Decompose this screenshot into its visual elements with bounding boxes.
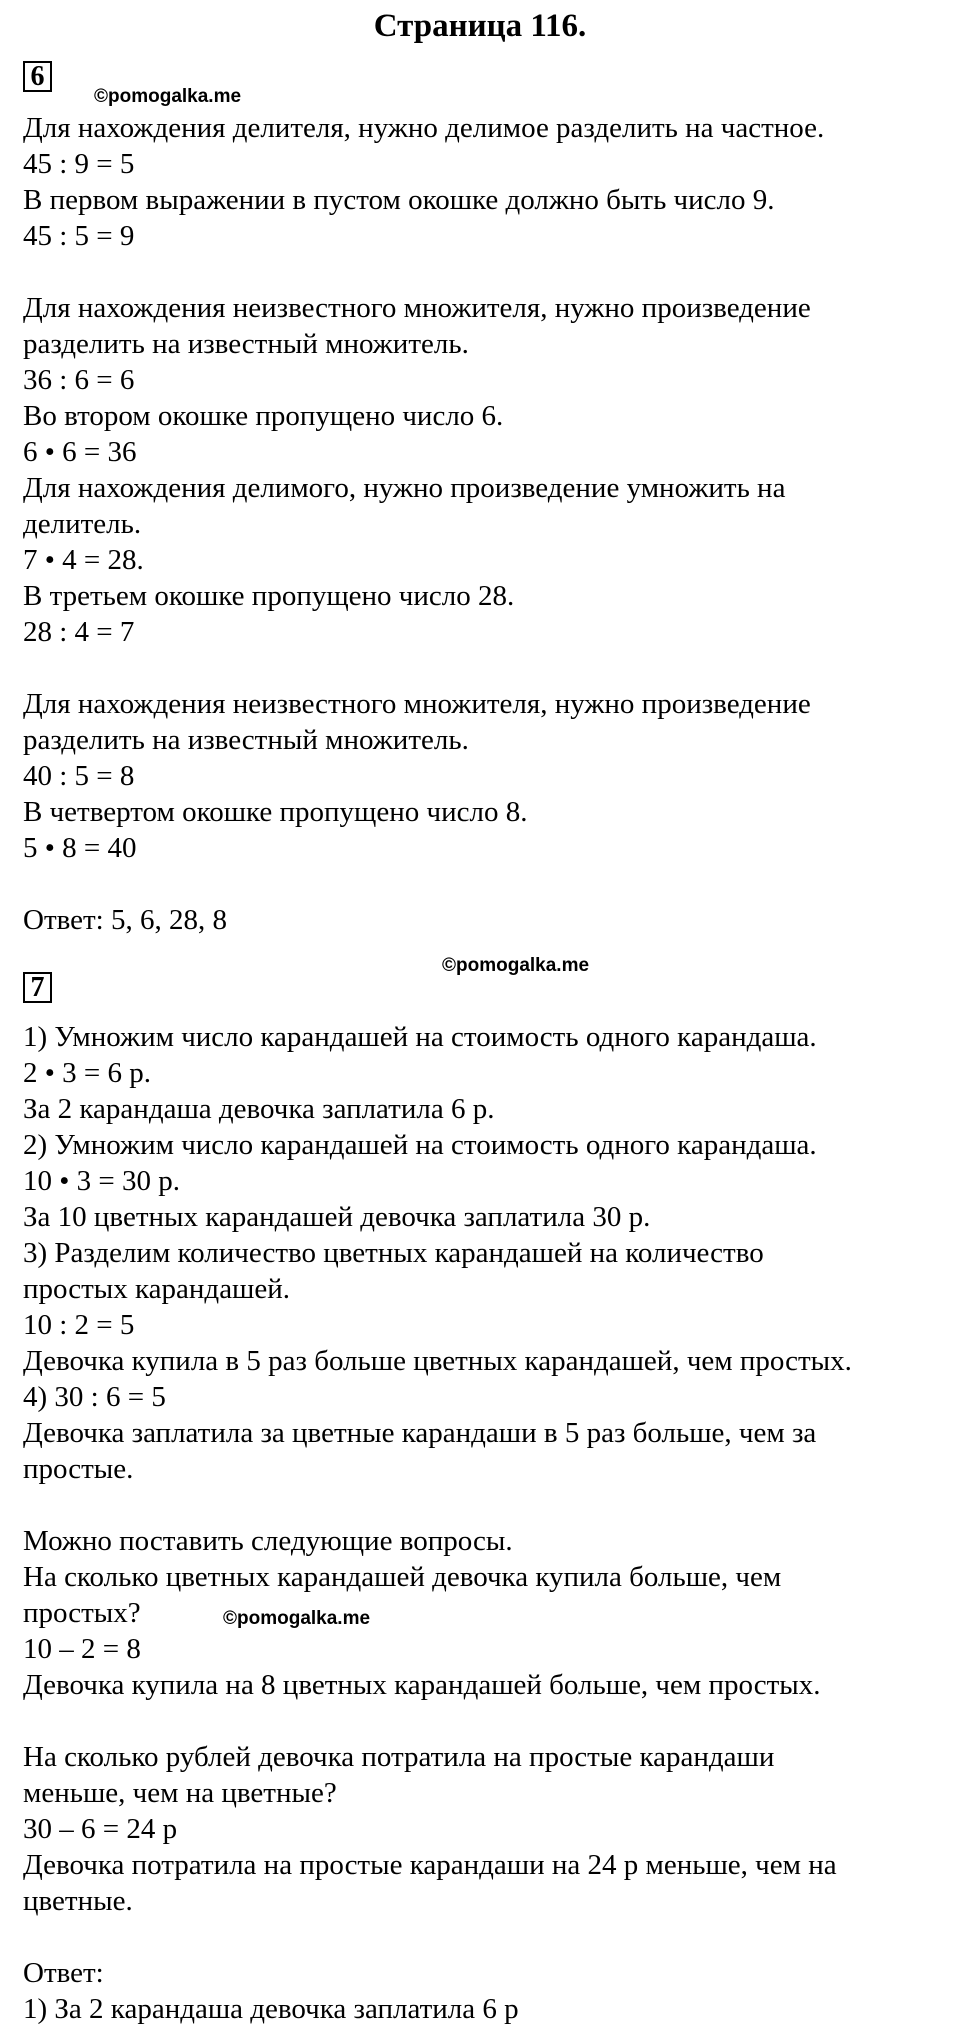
task7-line-18: 10 – 2 = 8 <box>23 1633 141 1665</box>
blank-line <box>23 866 953 902</box>
task6-line-17: Для нахождения неизвестного множителя, нужно произведение <box>23 688 811 720</box>
blank-line <box>23 1703 953 1739</box>
task6-line-7: разделить на известный множитель. <box>23 328 469 360</box>
task-7-solution <box>23 1019 953 2027</box>
task7-line-12: Девочка заплатила за цветные карандаши в 5 раз больше, чем за <box>23 1417 817 1449</box>
blank-line <box>23 254 953 290</box>
task7-line-6: За 10 цветных карандашей девочка заплатила 30 р. <box>23 1201 651 1233</box>
page-title: Страница 116. <box>373 8 587 44</box>
task6-line-14: В третьем окошке пропущено число 28. <box>23 580 515 612</box>
task-number-7: 7 <box>23 972 52 1003</box>
task7-line-7: 3) Разделим количество цветных карандашей на количество <box>23 1237 764 1269</box>
task7-answer-label: Ответ: <box>23 1957 104 1989</box>
blank-line <box>23 1487 953 1523</box>
task6-line-3: В первом выражении в пустом окошке должно быть число 9. <box>23 184 775 216</box>
task7-line-3: За 2 карандаша девочка заплатила 6 р. <box>23 1093 495 1125</box>
task7-line-16: На сколько цветных карандашей девочка купила больше, чем <box>23 1561 782 1593</box>
task7-line-23: 30 – 6 = 24 р <box>23 1813 178 1845</box>
task7-line-13: простые. <box>23 1453 134 1485</box>
watermark-3: ©pomogalka.me <box>223 1608 371 1629</box>
task7-line-22: меньше, чем на цветные? <box>23 1777 337 1809</box>
task6-line-6: Для нахождения неизвестного множителя, нужно произведение <box>23 292 811 324</box>
task6-line-21: 5 • 8 = 40 <box>23 832 137 864</box>
task6-answer: Ответ: 5, 6, 28, 8 <box>23 904 227 936</box>
task6-line-2: 45 : 9 = 5 <box>23 148 135 180</box>
task7-line-25: цветные. <box>23 1885 133 1917</box>
watermark-1: ©pomogalka.me <box>94 86 242 107</box>
task7-line-9: 10 : 2 = 5 <box>23 1309 135 1341</box>
task7-line-1: 1) Умножим число карандашей на стоимость одного карандаша. <box>23 1021 817 1053</box>
task6-line-9: Во втором окошке пропущено число 6. <box>23 400 504 432</box>
task6-line-19: 40 : 5 = 8 <box>23 760 135 792</box>
task6-line-18: разделить на известный множитель. <box>23 724 469 756</box>
watermark-2: ©pomogalka.me <box>442 955 590 976</box>
blank-line <box>23 1919 953 1955</box>
task7-line-5: 10 • 3 = 30 р. <box>23 1165 181 1197</box>
task6-line-8: 36 : 6 = 6 <box>23 364 135 396</box>
task7-line-21: На сколько рублей девочка потратила на простые карандаши <box>23 1741 775 1773</box>
task6-line-11: Для нахождения делимого, нужно произведение умножить на <box>23 472 786 504</box>
task6-line-20: В четвертом окошке пропущено число 8. <box>23 796 528 828</box>
task7-line-24: Девочка потратила на простые карандаши на 24 р меньше, чем на <box>23 1849 837 1881</box>
task7-line-10: Девочка купила в 5 раз больше цветных карандашей, чем простых. <box>23 1345 852 1377</box>
blank-line <box>23 650 953 686</box>
task7-answer-1: 1) За 2 карандаша девочка заплатила 6 р <box>23 1993 519 2025</box>
task7-line-15: Можно поставить следующие вопросы. <box>23 1525 513 1557</box>
task7-line-2: 2 • 3 = 6 р. <box>23 1057 152 1089</box>
task7-line-4: 2) Умножим число карандашей на стоимость одного карандаша. <box>23 1129 817 1161</box>
task6-line-12: делитель. <box>23 508 142 540</box>
task6-line-1: Для нахождения делителя, нужно делимое разделить на частное. <box>23 112 825 144</box>
task7-line-17: простых? <box>23 1597 141 1629</box>
task7-line-19: Девочка купила на 8 цветных карандашей больше, чем простых. <box>23 1669 821 1701</box>
task6-line-13: 7 • 4 = 28. <box>23 544 144 576</box>
task7-line-8: простых карандашей. <box>23 1273 291 1305</box>
task7-line-11: 4) 30 : 6 = 5 <box>23 1381 166 1413</box>
task-number-6: 6 <box>23 61 52 92</box>
task6-line-10: 6 • 6 = 36 <box>23 436 137 468</box>
task6-line-4: 45 : 5 = 9 <box>23 220 135 252</box>
task-6-solution <box>23 110 953 938</box>
task6-line-15: 28 : 4 = 7 <box>23 616 135 648</box>
